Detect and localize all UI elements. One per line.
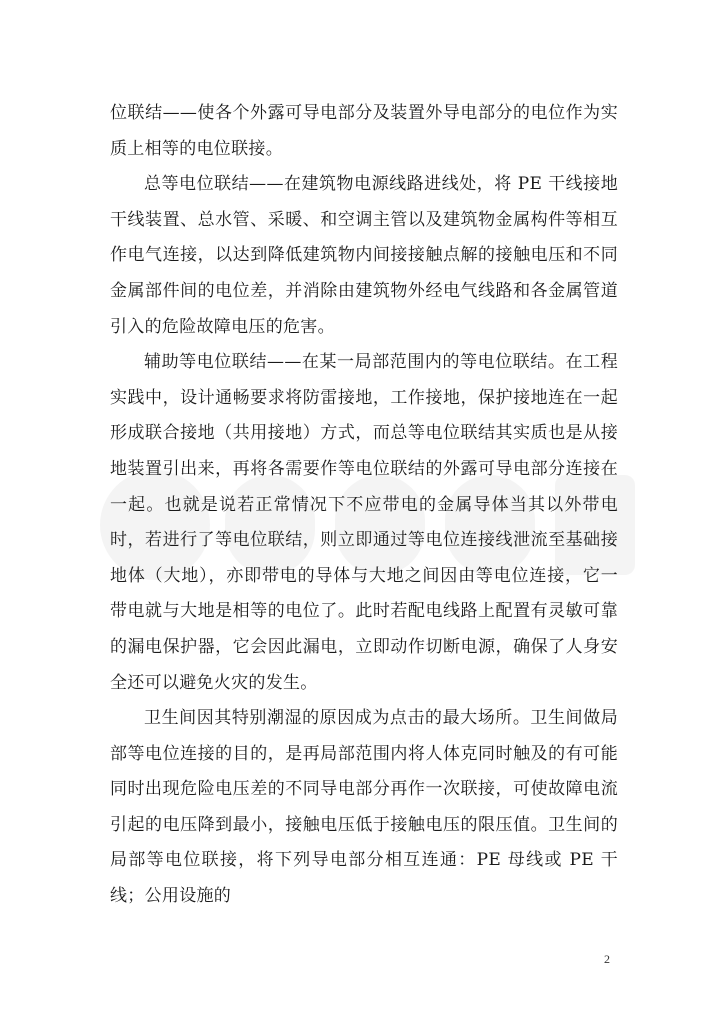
paragraph-bathroom: 卫生间因其特别潮湿的原因成为点击的最大场所。卫生间做局部等电位连接的目的，是再局部范围内将人体克同时触及的有可能同时出现危险电压差的不同导电部分再作一次联接，可使故障电流引起的电压降到最小，接触电压低于接触电压的限压值。卫生间的局部等电位联接，将下列导电部分相互连通：PE 母线或 PE 干线；公用设施的 — [110, 708, 618, 907]
page-number: 2 — [604, 952, 610, 966]
paragraph-total-equipotential: 总等电位联结——在建筑物电源线路进线处，将 PE 干线接地干线装置、总水管、采暖、和空调主管以及建筑物金属构件等相互作电气连接，以达到降低建筑物内间接接触点解的接触电压和不同金属部件间的电位差，并消除由建筑物外经电气线路和各金属管道引入的危险故障电压的危害。 — [110, 174, 618, 337]
paragraph-continuation: 位联结——使各个外露可导电部分及装置外导电部分的电位作为实质上相等的电位联接。 — [110, 103, 618, 159]
body-text — [110, 96, 618, 915]
paragraph-auxiliary-equipotential: 辅助等电位联结——在某一局部范围内的等电位联结。在工程实践中，设计通畅要求将防雷接地，工作接地，保护接地连在一起形成联合接地（共用接地）方式，而总等电位联结其实质也是从接地装置引出来，再将各需要作等电位联结的外露可导电部分连接在一起。也就是说若正常情况下不应带电的金属导体当其以外带电时，若进行了等电位联结，则立即通过等电位连接线泄流至基础接地体（大地），亦即带电的导体与大地之间因由等电位连接，它一带电就与大地是相等的电位了。此时若配电线路上配置有灵敏可靠的漏电保护器，它会因此漏电，立即动作切断电源，确保了人身安全还可以避免火灾的发生。 — [110, 352, 618, 693]
